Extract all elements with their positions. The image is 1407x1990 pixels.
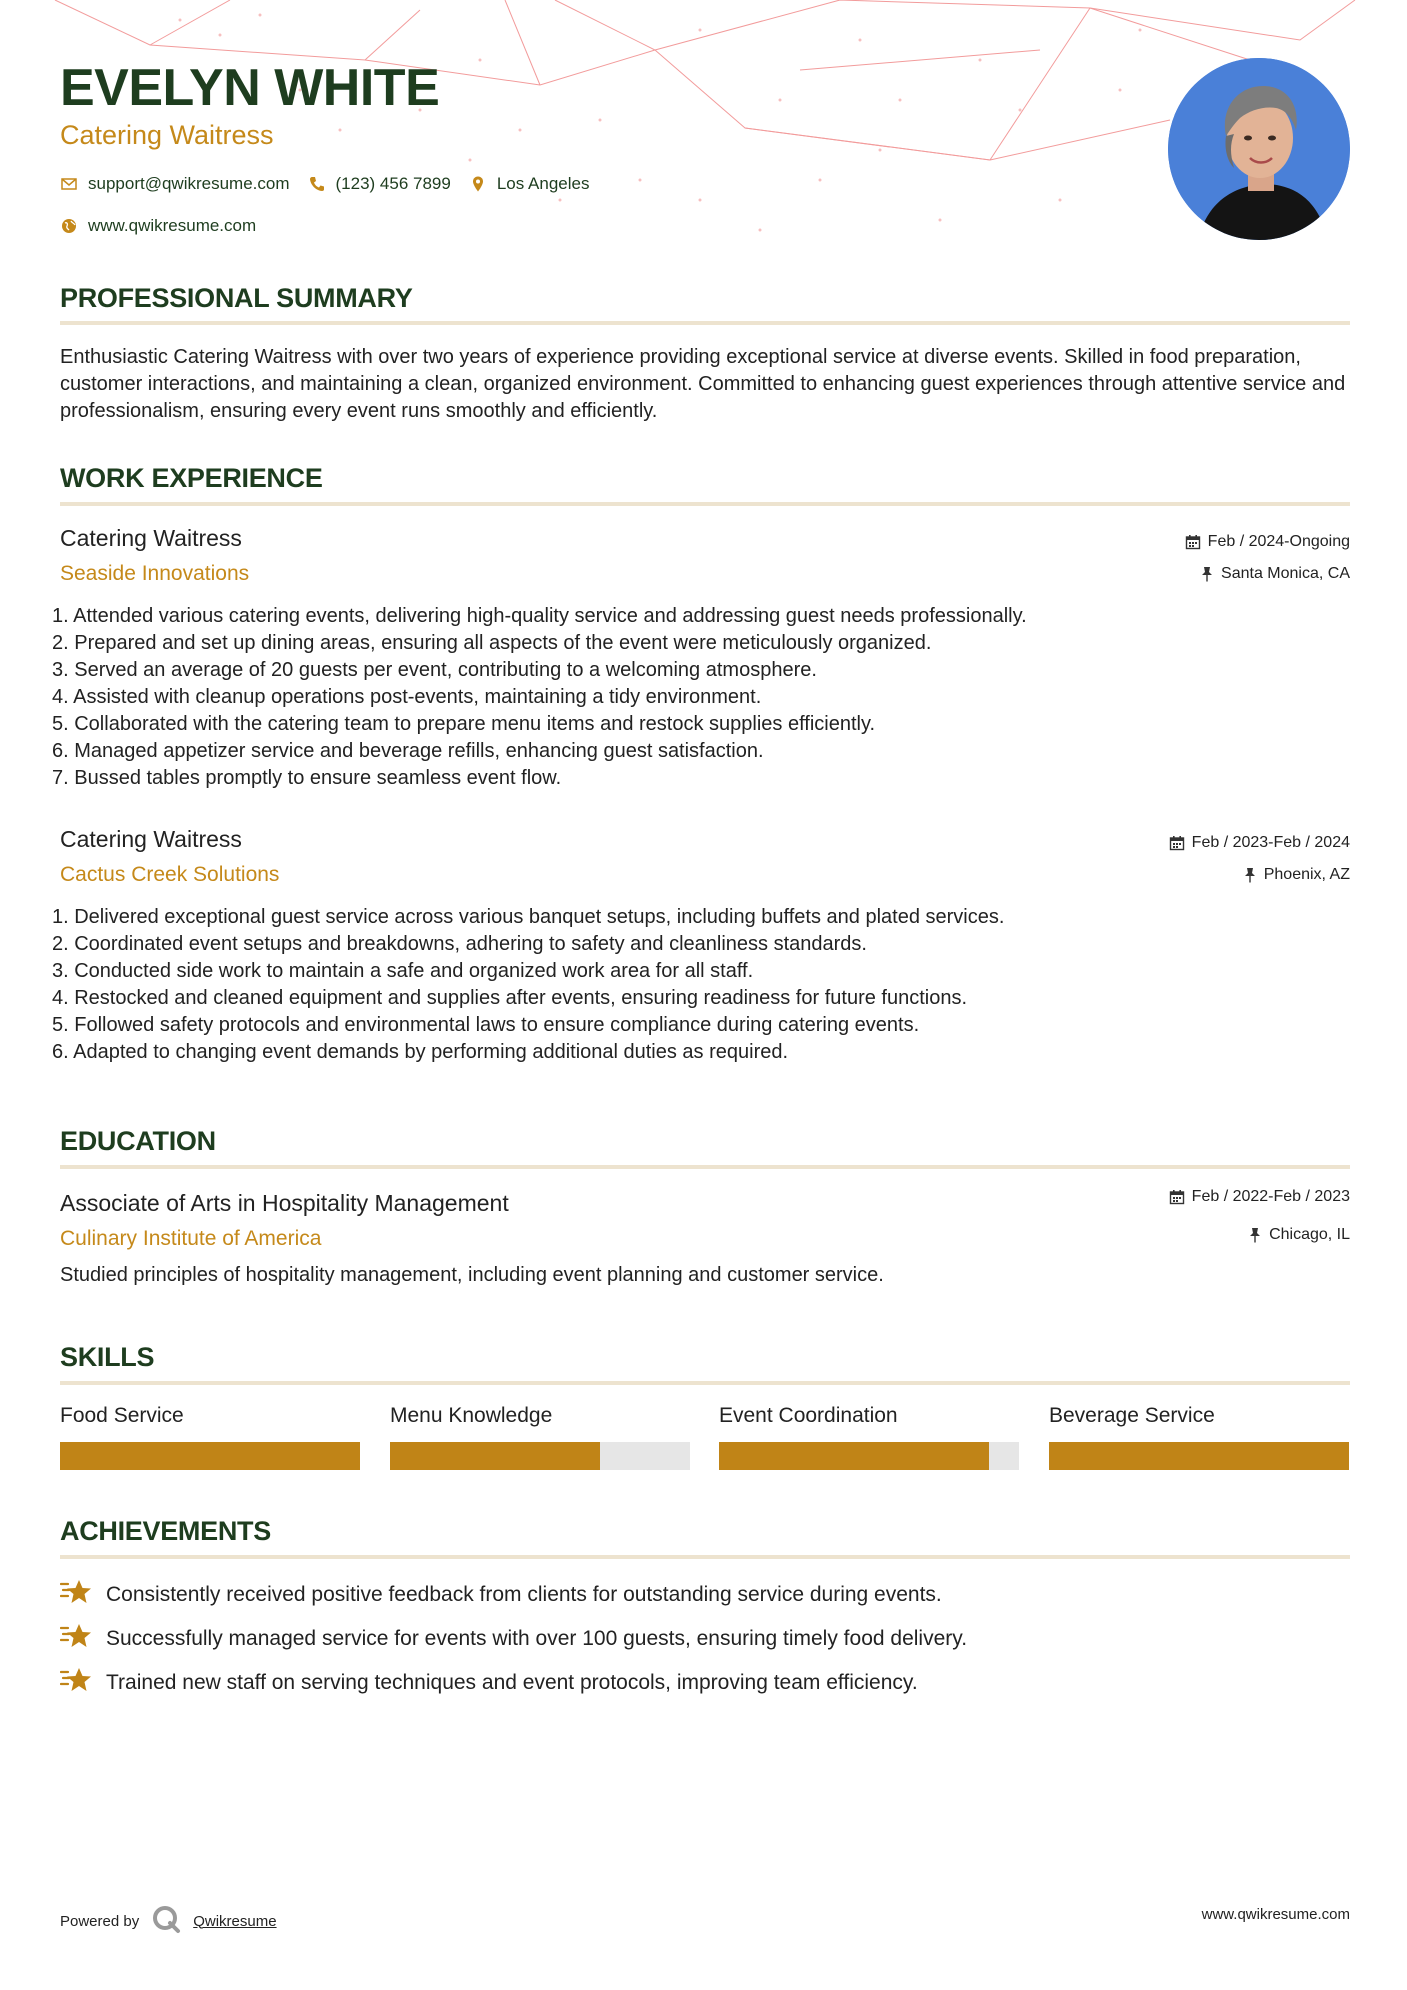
experience-heading: WORK EXPERIENCE: [60, 463, 323, 493]
education-divider: [60, 1165, 1350, 1169]
list-item: 7. Bussed tables promptly to ensure seamless event flow.: [52, 767, 562, 789]
candidate-title: Catering Waitress: [60, 120, 274, 150]
achievement-item: Trained new staff on serving techniques and event protocols, improving team efficiency.: [60, 1666, 918, 1700]
phone-number[interactable]: (123) 456 7899: [335, 174, 451, 193]
list-item: 1. Attended various catering events, delivering high-quality service and addressing guest needs professionally.: [52, 605, 1027, 627]
job-bullets: [52, 603, 1342, 792]
calendar-icon: [1169, 835, 1185, 851]
qwikresume-logo: [151, 1904, 181, 1938]
skill-bar-fill: [390, 1442, 600, 1470]
achievement-item: Successfully managed service for events with over 100 guests, ensuring timely food delivery.: [60, 1622, 967, 1656]
list-item: 2. Coordinated event setups and breakdowns, adhering to safety and cleanliness standards.: [52, 933, 867, 955]
education-description: Studied principles of hospitality management, including event planning and customer service.: [60, 1264, 884, 1286]
skills-heading: SKILLS: [60, 1342, 155, 1372]
skill-label: Event Coordination: [719, 1404, 898, 1427]
job-dates: Feb / 2024-Ongoing: [1185, 533, 1350, 551]
list-item: 6. Adapted to changing event demands by performing additional duties as required.: [52, 1041, 789, 1063]
footer-powered-by: Powered by Qwikresume: [60, 1904, 277, 1938]
envelope-icon: [60, 175, 78, 193]
summary-heading: PROFESSIONAL SUMMARY: [60, 283, 413, 313]
job-company: Cactus Creek Solutions: [60, 863, 280, 886]
education-heading: EDUCATION: [60, 1126, 216, 1156]
education-location: Chicago, IL: [1248, 1226, 1350, 1244]
skill-label: Food Service: [60, 1404, 184, 1427]
experience-divider: [60, 502, 1350, 506]
skill-bar-fill: [1049, 1442, 1349, 1470]
website-link[interactable]: www.qwikresume.com: [88, 216, 257, 235]
job-dates: Feb / 2023-Feb / 2024: [1169, 834, 1350, 852]
education-degree: Associate of Arts in Hospitality Management: [60, 1190, 509, 1216]
skill-label: Menu Knowledge: [390, 1404, 553, 1427]
list-item: 6. Managed appetizer service and beverage refills, enhancing guest satisfaction.: [52, 740, 764, 762]
list-item: 5. Collaborated with the catering team to prepare menu items and restock supplies efficiently.: [52, 713, 876, 735]
contact-row: [60, 174, 589, 194]
star-badge-icon: [60, 1578, 92, 1612]
job-company: Seaside Innovations: [60, 562, 250, 585]
job-role: Catering Waitress: [60, 826, 242, 852]
education-dates: Feb / 2022-Feb / 2023: [1169, 1188, 1350, 1206]
list-item: 4. Restocked and cleaned equipment and supplies after events, ensuring readiness for future functions.: [52, 987, 968, 1009]
skill-bar: [719, 1442, 1019, 1470]
calendar-icon: [1169, 1189, 1185, 1205]
pushpin-icon: [1200, 566, 1214, 582]
list-item: 3. Conducted side work to maintain a safe and organized work area for all staff.: [52, 960, 754, 982]
calendar-icon: [1185, 534, 1201, 550]
phone-icon: [308, 175, 326, 193]
profile-photo: [1168, 58, 1350, 240]
pushpin-icon: [1248, 1227, 1262, 1243]
job-location: Santa Monica, CA: [1200, 565, 1350, 583]
skill-bar-fill: [719, 1442, 989, 1470]
job-bullets: [52, 904, 1342, 1066]
website-row: [60, 216, 256, 236]
skill-bar: [1049, 1442, 1349, 1470]
star-badge-icon: [60, 1622, 92, 1656]
list-item: 1. Delivered exceptional guest service across various banquet setups, including buffets and plated services.: [52, 906, 1005, 928]
email-link[interactable]: support@qwikresume.com: [88, 174, 290, 193]
list-item: 3. Served an average of 20 guests per event, contributing to a welcoming atmosphere.: [52, 659, 817, 681]
skill-bar: [390, 1442, 690, 1470]
summary-divider: [60, 321, 1350, 325]
education-school: Culinary Institute of America: [60, 1227, 322, 1250]
footer-website-link[interactable]: www.qwikresume.com: [1201, 1906, 1350, 1923]
list-item: 4. Assisted with cleanup operations post-events, maintaining a tidy environment.: [52, 686, 762, 708]
globe-icon: [60, 217, 78, 235]
skill-label: Beverage Service: [1049, 1404, 1215, 1427]
list-item: 5. Followed safety protocols and environmental laws to ensure compliance during catering events.: [52, 1014, 920, 1036]
skills-divider: [60, 1381, 1350, 1385]
achievements-divider: [60, 1555, 1350, 1559]
achievements-heading: ACHIEVEMENTS: [60, 1516, 271, 1546]
summary-text: Enthusiastic Catering Waitress with over two years of experience providing exceptional service at diverse events. Skilled in food preparation, customer interactions, and maintaining a clean, organized environment. Committed to enhancing guest experiences through attentive service and professionalism, ensuring every event runs smoothly and efficiently.: [60, 346, 1346, 422]
skill-bar: [60, 1442, 360, 1470]
job-location: Phoenix, AZ: [1243, 866, 1350, 884]
location-text: Los Angeles: [496, 174, 590, 193]
star-badge-icon: [60, 1666, 92, 1700]
map-pin-icon: [469, 175, 487, 193]
job-role: Catering Waitress: [60, 525, 242, 551]
achievement-item: Consistently received positive feedback from clients for outstanding service during events.: [60, 1578, 942, 1612]
qwikresume-link[interactable]: Qwikresume: [193, 1912, 277, 1930]
candidate-name: EVELYN WHITE: [60, 59, 440, 117]
list-item: 2. Prepared and set up dining areas, ensuring all aspects of the event were meticulously organized.: [52, 632, 932, 654]
pushpin-icon: [1243, 867, 1257, 883]
skill-bar-fill: [60, 1442, 360, 1470]
